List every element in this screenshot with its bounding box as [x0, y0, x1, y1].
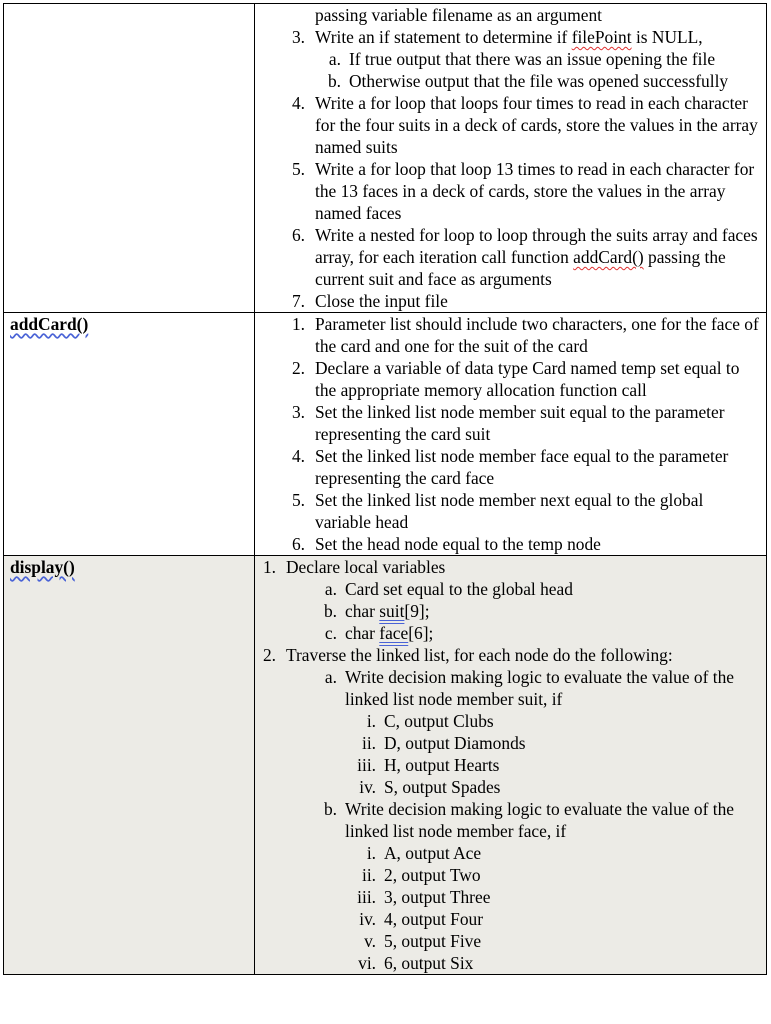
function-name-cell [4, 4, 255, 313]
function-steps-cell [255, 556, 767, 975]
function-spec-table [3, 3, 767, 975]
list-item: ii. 2, output Two [255, 864, 760, 886]
list-item: 2. Declare a variable of data type Card named temp set equal to the appropriate memory allocation function call [255, 357, 760, 401]
list-item: 1. Parameter list should include two characters, one for the face of the card and one for the suit of the card [255, 313, 760, 357]
grammar-word: suit [379, 601, 405, 621]
list-item: iii. H, output Hearts [255, 754, 760, 776]
list-marker: b. [323, 799, 337, 819]
list-marker: 5. [291, 490, 305, 510]
table-row [4, 313, 767, 556]
list-item: ii. D, output Diamonds [255, 732, 760, 754]
list-marker: b. [327, 71, 341, 91]
list-marker: ii. [361, 865, 376, 885]
list-item-continuation: passing variable filename as an argument [315, 5, 603, 25]
list-item: 2. Traverse the linked list, for each node do the following: [255, 644, 760, 666]
list-item: 5. Set the linked list node member next equal to the global variable head [255, 489, 760, 533]
list-item: a. Card set equal to the global head [255, 578, 760, 600]
list-item: i. C, output Clubs [255, 710, 760, 732]
list-marker: 1. [262, 557, 276, 577]
function-name-display: display() [10, 557, 75, 577]
list-item: vi. 6, output Six [255, 952, 760, 974]
list-marker: a. [324, 579, 337, 599]
list-marker: 3. [291, 27, 305, 47]
list-marker: 7. [291, 291, 305, 311]
list-item: 6. Write a nested for loop to loop through the suits array and faces array, for each iteration call function addCard() passing the current suit and face as arguments [255, 224, 760, 290]
list-marker: c. [324, 623, 337, 643]
list-marker: iv. [359, 909, 376, 929]
list-item: b. Write decision making logic to evaluate the value of the linked list node member face, if [255, 798, 760, 842]
list-marker: iv. [359, 777, 376, 797]
list-marker: 5. [291, 159, 305, 179]
function-name-cell [4, 556, 255, 975]
list-item: 4. Set the linked list node member face equal to the parameter representing the card face [255, 445, 760, 489]
list-item: 3. Write an if statement to determine if filePoint is NULL, [255, 26, 760, 48]
list-item: 5. Write a for loop that loop 13 times to read in each character for the 13 faces in a deck of cards, store the values in the array named faces [255, 158, 760, 224]
list-item: 1. Declare local variables [255, 556, 760, 578]
list-item: 6. Set the head node equal to the temp node [255, 533, 760, 555]
list-marker: 6. [291, 225, 305, 245]
list-marker: iii. [357, 755, 376, 775]
list-marker: a. [328, 49, 341, 69]
list-item: b. char suit[9]; [255, 600, 760, 622]
list-marker: vi. [358, 953, 376, 973]
list-item: iv. S, output Spades [255, 776, 760, 798]
document-table-wrapper [3, 3, 767, 975]
list-marker: 3. [291, 402, 305, 422]
list-marker: 2. [262, 645, 276, 665]
list-marker: i. [366, 711, 376, 731]
function-name-cell [4, 313, 255, 556]
spellcheck-word: filePoint [571, 27, 632, 47]
list-marker: 4. [291, 93, 305, 113]
list-item: a. Write decision making logic to evaluate the value of the linked list node member suit, if [255, 666, 760, 710]
list-marker: a. [324, 667, 337, 687]
list-item: b. Otherwise output that the file was opened successfully [255, 70, 760, 92]
function-steps-cell [255, 4, 767, 313]
list-marker: 6. [291, 534, 305, 554]
list-item: 7. Close the input file [255, 290, 760, 312]
list-marker: iii. [357, 887, 376, 907]
list-item: a. If true output that there was an issue opening the file [255, 48, 760, 70]
list-item: iii. 3, output Three [255, 886, 760, 908]
list-marker: i. [366, 843, 376, 863]
list-item: 3. Set the linked list node member suit equal to the parameter representing the card suit [255, 401, 760, 445]
table-row [4, 556, 767, 975]
grammar-word: face [379, 623, 409, 643]
list-marker: 2. [291, 358, 305, 378]
list-marker: 4. [291, 446, 305, 466]
spellcheck-word: addCard() [573, 247, 644, 267]
list-item: v. 5, output Five [255, 930, 760, 952]
list-marker: v. [364, 931, 376, 951]
function-name-addcard: addCard() [10, 314, 89, 334]
list-item: iv. 4, output Four [255, 908, 760, 930]
list-item: 4. Write a for loop that loops four times to read in each character for the four suits in a deck of cards, store the values in the array named suits [255, 92, 760, 158]
list-item: c. char face[6]; [255, 622, 760, 644]
list-marker: b. [323, 601, 337, 621]
list-marker: ii. [361, 733, 376, 753]
table-row [4, 4, 767, 313]
list-marker: 1. [291, 314, 305, 334]
list-item: i. A, output Ace [255, 842, 760, 864]
function-steps-cell [255, 313, 767, 556]
